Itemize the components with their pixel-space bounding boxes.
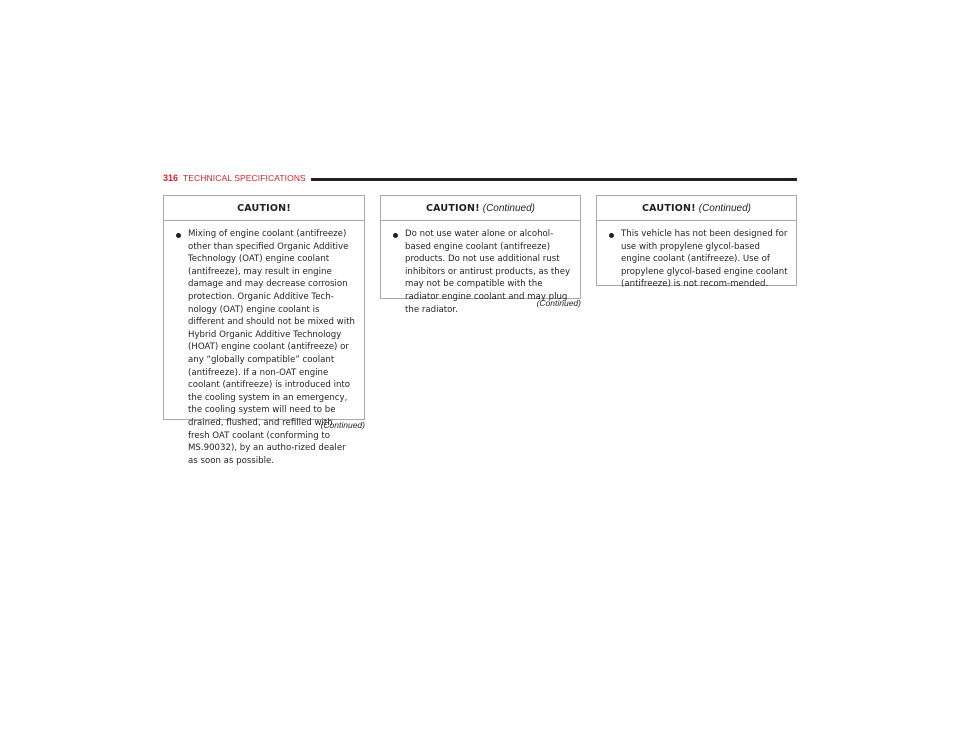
caution-box-2 bbox=[380, 195, 581, 315]
continued-note-2: (Continued) bbox=[536, 298, 581, 308]
page-header bbox=[163, 172, 797, 186]
caution-label: CAUTION! bbox=[642, 203, 696, 214]
caution-continued-label: (Continued) bbox=[482, 203, 535, 214]
bullet-icon bbox=[176, 233, 181, 238]
caution-label: CAUTION! bbox=[237, 203, 291, 214]
caution-text: Mixing of engine coolant (antifreeze) other than specified Organic Additive Technology (OAT) engine coolant (antifreeze), may result in engine damage and may decrease corrosion protection. Organic Additive Tech-nology (OAT) engine coolant is different and should not be mixed with Hybrid Organic Additive Technology (HOAT) engine coolant (antifreeze) or any “globally compatible” coolant (antifreeze). If a non-OAT engine coolant (antifreeze) is introduced into the cooling system in an emergency, the cooling system will need to be drained, flushed, and refilled with fresh OAT coolant (conforming to MS.90032), by an autho-rized dealer as soon as possible. bbox=[188, 229, 355, 466]
bullet-icon bbox=[609, 233, 614, 238]
caution-heading bbox=[164, 196, 364, 221]
caution-continued-label: (Continued) bbox=[698, 203, 751, 214]
header-rule bbox=[311, 178, 797, 181]
continued-note-1: (Continued) bbox=[320, 420, 365, 430]
caution-text: Do not use water alone or alcohol-based engine coolant (antifreeze) products. Do not use additional rust inhibitors or antirust products, as they may not be compatible with the radiator engine coolant and may plug the radiator. bbox=[405, 229, 571, 315]
caution-text: This vehicle has not been designed for use with propylene glycol-based engine coolant (antifreeze). Use of propylene glycol-based engine coolant (antifreeze) is not recom-mended. bbox=[621, 229, 788, 290]
caution-body bbox=[164, 221, 364, 473]
caution-box-3 bbox=[596, 195, 797, 290]
bullet-icon bbox=[393, 233, 398, 238]
caution-heading bbox=[597, 196, 796, 221]
caution-label: CAUTION! bbox=[426, 203, 480, 214]
page-number: 316 bbox=[163, 173, 179, 183]
caution-body bbox=[597, 221, 796, 297]
section-title: TECHNICAL SPECIFICATIONS bbox=[183, 173, 306, 183]
caution-heading bbox=[381, 196, 580, 221]
